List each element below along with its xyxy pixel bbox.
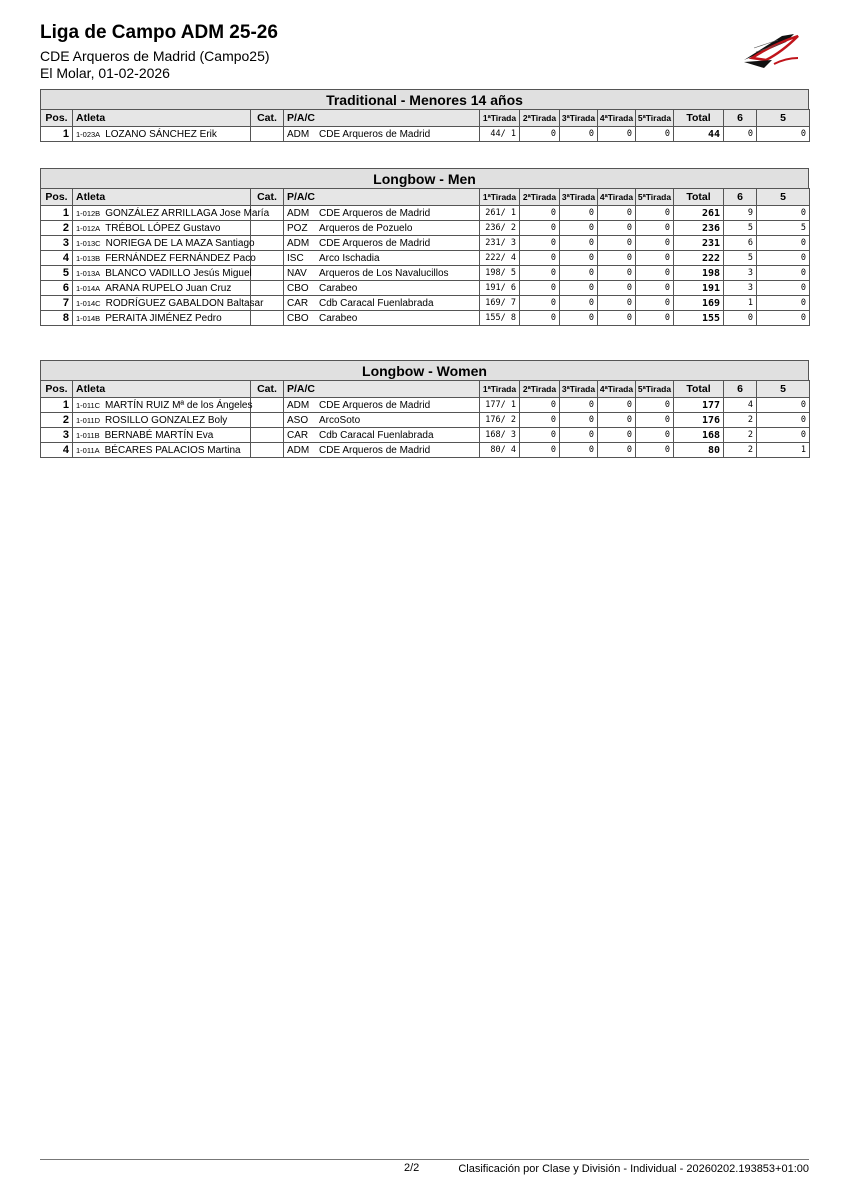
round-score-t2: 0 [520,251,560,266]
round-score-t3: 0 [560,281,598,296]
round-score-t4: 0 [598,296,636,311]
round-score-t1: 177/ 1 [480,398,520,413]
club-name: CDE Arqueros de Madrid [319,237,431,249]
round-score-t3: 0 [560,221,598,236]
round-score-t2: 0 [520,127,560,142]
athlete-cell [73,266,251,281]
table-row [41,413,810,428]
organizer-name: CDE Arqueros de Madrid (Campo25) [40,48,270,64]
results-section [40,168,809,326]
athlete-code: 1-012A [76,223,101,233]
category-cell [251,398,284,413]
round-score-t4: 0 [598,311,636,326]
position-cell: 1 [41,127,73,142]
round-score-t3: 0 [560,251,598,266]
table-row [41,251,810,266]
athlete-name: NORIEGA DE LA MAZA Santiago [105,237,255,249]
column-header-cat: Cat. [251,110,284,127]
category-cell [251,311,284,326]
results-section [40,89,809,142]
column-header-cat: Cat. [251,189,284,206]
column-header-total: Total [674,110,724,127]
count-5: 5 [757,221,810,236]
column-header-c6: 6 [724,381,757,398]
column-header-c5: 5 [757,189,810,206]
club-code: ISC [287,252,304,264]
total-score: 236 [674,221,724,236]
position-cell: 2 [41,221,73,236]
column-header-t2: 2ªTirada [520,189,560,206]
athlete-name: BERNABÉ MARTÍN Eva [104,429,214,441]
club-name: Cdb Caracal Fuenlabrada [319,429,434,441]
count-5: 0 [757,251,810,266]
count-6: 2 [724,443,757,458]
table-row [41,428,810,443]
total-score: 222 [674,251,724,266]
athlete-cell [73,206,270,221]
club-name: Cdb Caracal Fuenlabrada [319,297,434,309]
count-5: 0 [757,127,810,142]
athlete-code: 1-014B [76,313,101,323]
table-row [41,206,810,221]
round-score-t1: 261/ 1 [480,206,520,221]
category-cell [251,127,284,142]
count-5: 0 [757,398,810,413]
athlete-cell [73,413,251,428]
count-5: 0 [757,296,810,311]
club-code: NAV [287,267,307,279]
athlete-cell [73,251,256,266]
section-title: Traditional - Menores 14 años [40,89,809,109]
category-cell [251,281,284,296]
column-header-t3: 3ªTirada [560,189,598,206]
place-date: El Molar, 01-02-2026 [40,65,170,81]
club-name: Carabeo [319,312,358,324]
report-subheader [40,48,270,82]
athlete-name: GONZÁLEZ ARRILLAGA Jose María [105,207,270,219]
round-score-t2: 0 [520,281,560,296]
count-6: 0 [724,311,757,326]
round-score-t1: 191/ 6 [480,281,520,296]
athlete-cell [73,127,251,142]
category-cell [251,413,284,428]
club-name: Carabeo [319,282,358,294]
club-name: Arqueros de Los Navalucillos [319,267,449,279]
round-score-t4: 0 [598,251,636,266]
athlete-code: 1-014A [76,283,101,293]
round-score-t3: 0 [560,266,598,281]
athlete-code: 1-014C [76,298,101,308]
column-header-t5: 5ªTirada [636,110,674,127]
round-score-t2: 0 [520,443,560,458]
round-score-t1: 231/ 3 [480,236,520,251]
round-score-t5: 0 [636,428,674,443]
column-header-total: Total [674,189,724,206]
round-score-t1: 168/ 3 [480,428,520,443]
club-code: ADM [287,399,310,411]
table-row [41,311,810,326]
category-cell [251,428,284,443]
column-header-c6: 6 [724,110,757,127]
table-header-row [41,189,810,206]
column-header-t3: 3ªTirada [560,381,598,398]
athlete-name: TRÉBOL LÓPEZ Gustavo [105,222,221,234]
athlete-code: 1-023A [76,129,101,139]
column-header-t1: 1ªTirada [480,189,520,206]
position-cell: 8 [41,311,73,326]
round-score-t5: 0 [636,281,674,296]
club-name: Arco Ischadia [319,252,380,264]
club-cell [284,428,480,443]
club-code: ADM [287,237,310,249]
count-5: 0 [757,428,810,443]
club-cell [284,251,480,266]
footer-text: Clasificación por Clase y División - Individual - 20260202.193853+01:00 [458,1163,809,1175]
club-logo-icon [742,30,800,74]
athlete-cell [73,236,255,251]
count-6: 5 [724,221,757,236]
round-score-t4: 0 [598,428,636,443]
total-score: 198 [674,266,724,281]
athlete-name: ARANA RUPELO Juan Cruz [105,282,232,294]
round-score-t5: 0 [636,413,674,428]
round-score-t1: 44/ 1 [480,127,520,142]
club-cell [284,127,480,142]
count-6: 5 [724,251,757,266]
results-table [40,380,810,458]
count-6: 0 [724,127,757,142]
round-score-t1: 80/ 4 [480,443,520,458]
results-section [40,360,809,458]
position-cell: 4 [41,443,73,458]
category-cell [251,443,284,458]
athlete-code: 1-011C [76,400,101,410]
count-6: 2 [724,428,757,443]
position-cell: 3 [41,236,73,251]
athlete-name: RODRÍGUEZ GABALDON Baltasar [105,297,264,309]
count-6: 1 [724,296,757,311]
athlete-name: PERAITA JIMÉNEZ Pedro [105,312,222,324]
total-score: 176 [674,413,724,428]
position-cell: 1 [41,206,73,221]
round-score-t1: 155/ 8 [480,311,520,326]
round-score-t2: 0 [520,413,560,428]
round-score-t5: 0 [636,236,674,251]
count-6: 4 [724,398,757,413]
total-score: 169 [674,296,724,311]
club-cell [284,398,480,413]
count-5: 0 [757,236,810,251]
round-score-t5: 0 [636,443,674,458]
table-row [41,127,810,142]
category-cell [251,236,284,251]
club-cell [284,206,480,221]
athlete-name: ROSILLO GONZALEZ Boly [105,414,228,426]
round-score-t1: 169/ 7 [480,296,520,311]
category-cell [251,221,284,236]
athlete-code: 1-012B [76,208,101,218]
round-score-t4: 0 [598,413,636,428]
position-cell: 5 [41,266,73,281]
club-cell [284,311,480,326]
athlete-cell [73,311,251,326]
round-score-t1: 198/ 5 [480,266,520,281]
round-score-t3: 0 [560,236,598,251]
club-name: CDE Arqueros de Madrid [319,444,431,456]
round-score-t3: 0 [560,443,598,458]
round-score-t1: 176/ 2 [480,413,520,428]
column-header-t3: 3ªTirada [560,110,598,127]
table-row [41,398,810,413]
section-title: Longbow - Women [40,360,809,380]
round-score-t3: 0 [560,311,598,326]
report-title: Liga de Campo ADM 25-26 [40,22,278,43]
position-cell: 3 [41,428,73,443]
column-header-pos: Pos. [41,189,73,206]
column-header-t1: 1ªTirada [480,381,520,398]
round-score-t4: 0 [598,266,636,281]
club-cell [284,413,480,428]
column-header-t1: 1ªTirada [480,110,520,127]
round-score-t2: 0 [520,236,560,251]
column-header-c5: 5 [757,381,810,398]
column-header-pos: Pos. [41,110,73,127]
club-name: CDE Arqueros de Madrid [319,128,431,140]
column-header-t4: 4ªTirada [598,189,636,206]
club-code: CBO [287,312,309,324]
count-5: 0 [757,206,810,221]
section-title: Longbow - Men [40,168,809,188]
club-code: POZ [287,222,308,234]
count-5: 1 [757,443,810,458]
table-row [41,266,810,281]
athlete-cell [73,296,264,311]
category-cell [251,266,284,281]
table-row [41,281,810,296]
club-code: ADM [287,207,310,219]
round-score-t5: 0 [636,398,674,413]
table-header-row [41,381,810,398]
club-code: CBO [287,282,309,294]
athlete-name: MARTÍN RUIZ Mª de los Ángeles [105,399,253,411]
athlete-name: LOZANO SÁNCHEZ Erik [105,128,217,140]
total-score: 168 [674,428,724,443]
column-header-t4: 4ªTirada [598,381,636,398]
club-code: ADM [287,128,310,140]
column-header-pos: Pos. [41,381,73,398]
round-score-t2: 0 [520,206,560,221]
athlete-code: 1-011D [76,415,101,425]
total-score: 155 [674,311,724,326]
round-score-t3: 0 [560,413,598,428]
round-score-t5: 0 [636,296,674,311]
column-header-t2: 2ªTirada [520,110,560,127]
round-score-t5: 0 [636,266,674,281]
count-5: 0 [757,311,810,326]
round-score-t5: 0 [636,127,674,142]
round-score-t2: 0 [520,428,560,443]
count-6: 9 [724,206,757,221]
table-row [41,236,810,251]
count-5: 0 [757,266,810,281]
club-code: CAR [287,429,309,441]
athlete-code: 1-011B [76,430,100,440]
position-cell: 6 [41,281,73,296]
total-score: 231 [674,236,724,251]
total-score: 44 [674,127,724,142]
club-name: CDE Arqueros de Madrid [319,207,431,219]
round-score-t3: 0 [560,206,598,221]
table-row [41,443,810,458]
position-cell: 7 [41,296,73,311]
round-score-t2: 0 [520,221,560,236]
column-header-pac: P/A/C [284,189,480,206]
column-header-pac: P/A/C [284,381,480,398]
athlete-name: BÉCARES PALACIOS Martina [104,444,241,456]
round-score-t3: 0 [560,428,598,443]
column-header-t5: 5ªTirada [636,381,674,398]
round-score-t2: 0 [520,266,560,281]
round-score-t4: 0 [598,281,636,296]
round-score-t3: 0 [560,398,598,413]
round-score-t3: 0 [560,127,598,142]
column-header-pac: P/A/C [284,110,480,127]
count-6: 6 [724,236,757,251]
total-score: 177 [674,398,724,413]
round-score-t2: 0 [520,398,560,413]
athlete-cell [73,443,251,458]
round-score-t1: 236/ 2 [480,221,520,236]
athlete-name: BLANCO VADILLO Jesús Miguel [105,267,252,279]
column-header-c6: 6 [724,189,757,206]
column-header-c5: 5 [757,110,810,127]
athlete-code: 1-013A [76,268,101,278]
results-table [40,109,810,142]
column-header-t4: 4ªTirada [598,110,636,127]
column-header-total: Total [674,381,724,398]
table-row [41,221,810,236]
column-header-athlete: Atleta [73,381,251,398]
athlete-cell [73,428,251,443]
round-score-t4: 0 [598,127,636,142]
athlete-code: 1-011A [76,445,100,455]
position-cell: 2 [41,413,73,428]
column-header-athlete: Atleta [73,189,251,206]
athlete-code: 1-013C [76,238,101,248]
club-code: ADM [287,444,310,456]
athlete-cell [73,281,251,296]
total-score: 191 [674,281,724,296]
round-score-t5: 0 [636,221,674,236]
total-score: 261 [674,206,724,221]
club-cell [284,236,480,251]
club-cell [284,266,480,281]
athlete-code: 1-013B [76,253,101,263]
round-score-t5: 0 [636,206,674,221]
footer-divider [40,1159,809,1160]
count-6: 3 [724,266,757,281]
table-row [41,296,810,311]
round-score-t5: 0 [636,251,674,266]
athlete-cell [73,398,251,413]
round-score-t4: 0 [598,221,636,236]
club-cell [284,221,480,236]
round-score-t4: 0 [598,443,636,458]
count-6: 3 [724,281,757,296]
club-cell [284,281,480,296]
athlete-name: FERNÁNDEZ FERNÁNDEZ Paco [105,252,256,264]
club-cell [284,296,480,311]
round-score-t4: 0 [598,398,636,413]
club-code: ASO [287,414,309,426]
club-name: CDE Arqueros de Madrid [319,399,431,411]
column-header-cat: Cat. [251,381,284,398]
round-score-t3: 0 [560,296,598,311]
round-score-t2: 0 [520,296,560,311]
table-header-row [41,110,810,127]
round-score-t2: 0 [520,311,560,326]
count-5: 0 [757,413,810,428]
club-name: Arqueros de Pozuelo [319,222,413,234]
position-cell: 4 [41,251,73,266]
round-score-t1: 222/ 4 [480,251,520,266]
page-number: 2/2 [404,1162,420,1174]
total-score: 80 [674,443,724,458]
club-code: CAR [287,297,309,309]
position-cell: 1 [41,398,73,413]
column-header-t5: 5ªTirada [636,189,674,206]
round-score-t5: 0 [636,311,674,326]
count-5: 0 [757,281,810,296]
club-cell [284,443,480,458]
column-header-athlete: Atleta [73,110,251,127]
column-header-t2: 2ªTirada [520,381,560,398]
club-name: ArcoSoto [319,414,361,426]
count-6: 2 [724,413,757,428]
round-score-t4: 0 [598,206,636,221]
athlete-cell [73,221,251,236]
results-table [40,188,810,326]
round-score-t4: 0 [598,236,636,251]
